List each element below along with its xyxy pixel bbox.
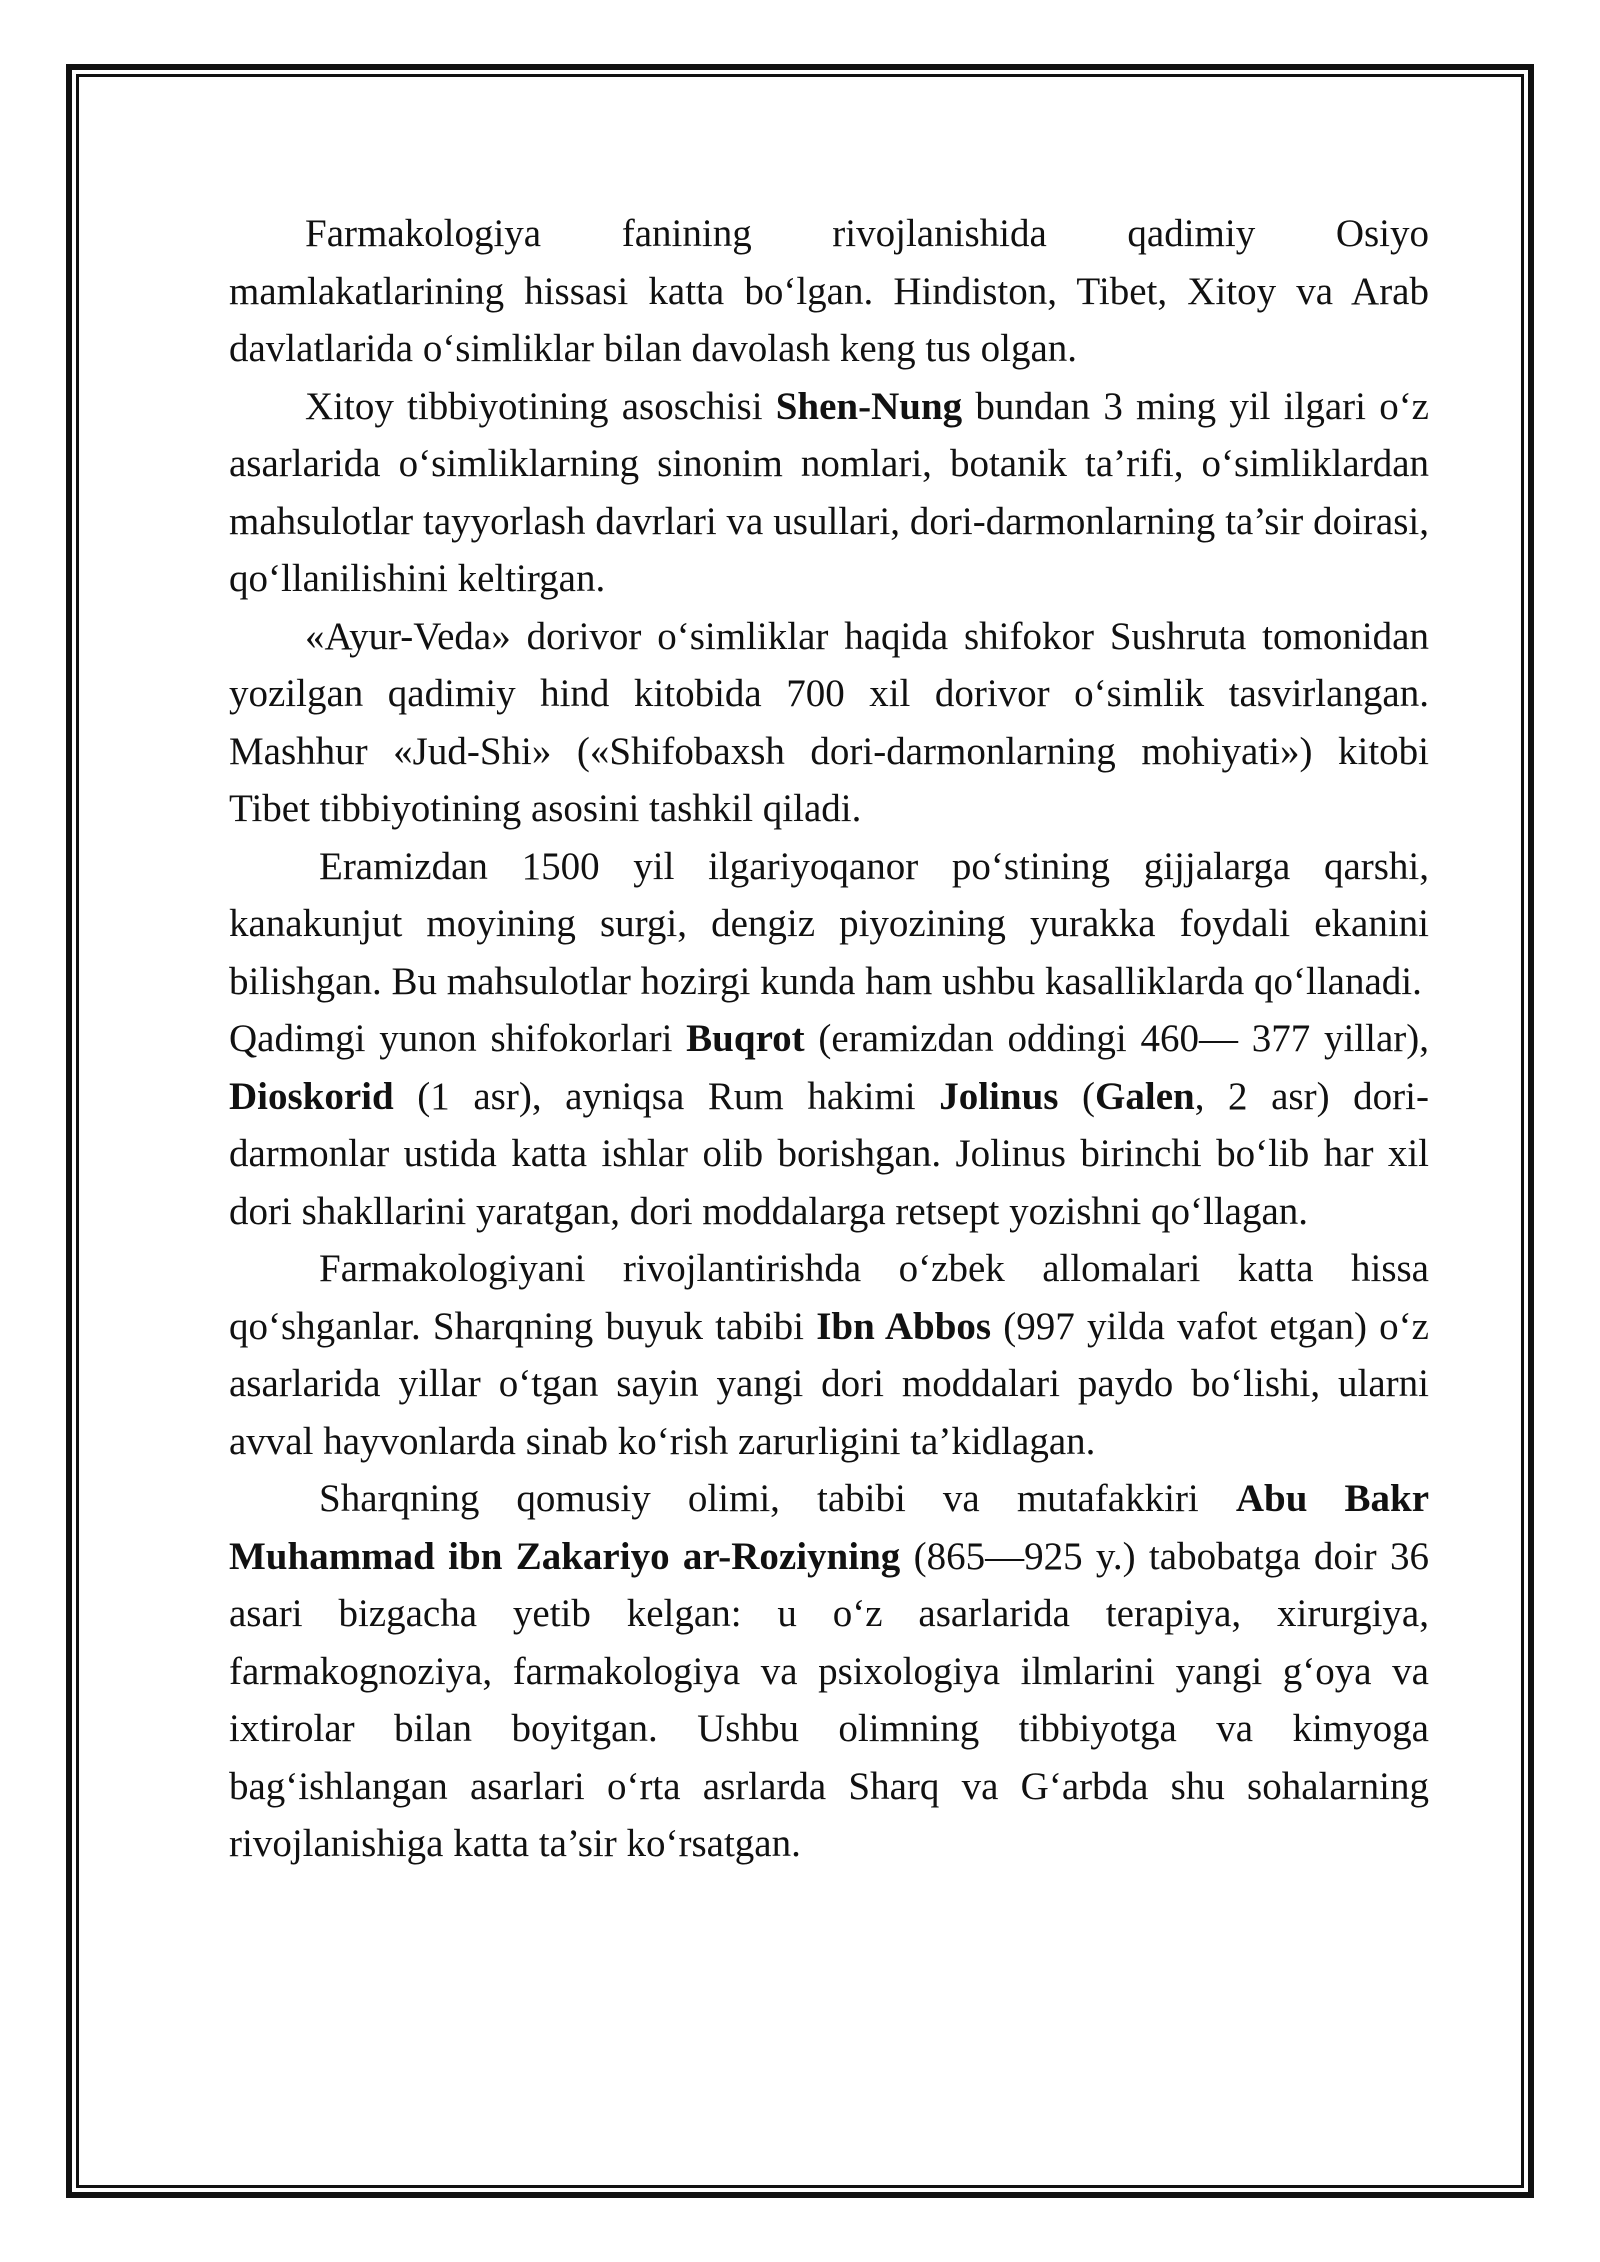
- name-dioskorid: Dioskorid: [229, 1074, 394, 1118]
- name-ibn-abbos: Ibn Abbos: [816, 1304, 992, 1348]
- name-shen-nung: Shen-Nung: [775, 384, 963, 428]
- name-galen: Galen: [1095, 1074, 1195, 1118]
- name-jolinus: Jolinus: [939, 1074, 1059, 1118]
- name-ar-roziy: Abu Bakr Muhammad ibn Zakariyo ar-Roziyning: [229, 1477, 1430, 1578]
- paragraph-5-text-4: (: [1058, 1074, 1096, 1118]
- paragraph-2-text-before: Xitoy tibbiyotining asoschisi: [305, 384, 776, 428]
- paragraph-5-text-5: , 2 asr) dori-darmonlar ustida katta ishlar olib borishgan. Jolinus birinchi bo‘lib har xil dori shakllarini yaratgan, dori moddalarga retsept yozishni qo‘llagan.: [229, 1074, 1429, 1233]
- paragraph-5-text-1: Qadimgi yunon shifokorlari: [229, 1017, 687, 1060]
- document-body: [229, 205, 1429, 1873]
- paragraph-7-text-after: (865—925 y.) tabobatga doir 36 asari bizgacha yetib kelgan: u o‘z asarlarida terapiya, xirurgiya, farmakognoziya, farmakologiya va psixologiya ilmlarini yangi g‘oya va ixtirolar bilan boyitgan. Ushbu olimning tibbiyotga va kimyoga bag‘ishlangan asarlari o‘rta asrlarda Sharq va G‘arbda shu sohalarning rivojlanishiga katta ta’sir ko‘rsatgan.: [229, 1534, 1429, 1865]
- paragraph-2-text-after: bundan 3 ming yil ilgari o‘z asarlarida o‘simliklarning sinonim nomlari, botanik ta’rifi, o‘simliklardan mahsulotlar tayyorlash davrlari va usullari, dori-darmonlarning ta’sir doirasi, qo‘llanilishini keltirgan.: [229, 384, 1429, 600]
- paragraph-6-text-before: Farmakologiyani rivojlantirishda o‘zbek allomalari katta hissa qo‘shganlar. Sharqning buyuk tabibi: [229, 1247, 1429, 1348]
- paragraph-6: [229, 1240, 1429, 1470]
- name-buqrot: Buqrot: [686, 1017, 805, 1060]
- paragraph-5: [229, 1010, 1429, 1240]
- paragraph-4: Eramizdan 1500 yil ilgariyoqanor po‘stining gijjalarga qarshi, kanakunjut moyining surgi, dengiz piyozining yurakka foydali ekanini bilishgan. Bu mahsulotlar hozirgi kunda ham ushbu kasalliklarda qo‘llanadi.: [229, 844, 1429, 1003]
- paragraph-2: [229, 378, 1429, 608]
- paragraph-5-text-3: (1 asr), ayniqsa Rum hakimi: [393, 1074, 940, 1118]
- paragraph-7: [229, 1470, 1429, 1873]
- paragraph-5-text-2: (eramizdan oddingi 460— 377 yillar),: [804, 1017, 1429, 1060]
- paragraph-1: Farmakologiya fanining rivojlanishida qadimiy Osiyo mamlakatlarining hissasi katta bo‘lgan. Hindiston, Tibet, Xitoy va Arab davlatlarida o‘simliklar bilan davolash keng tus olgan.: [229, 212, 1429, 370]
- paragraph-7-text-before: Sharqning qomusiy olimi, tabibi va mutafakkiri: [319, 1477, 1236, 1520]
- paragraph-3: «Ayur-Veda» dorivor o‘simliklar haqida shifokor Sushruta tomonidan yozilgan qadimiy hind kitobida 700 xil dorivor o‘simlik tasvirlangan. Mashhur «Jud-Shi» («Shifobaxsh dori-darmonlarning mohiyati») kitobi Tibet tibbiyotining asosini tashkil qiladi.: [229, 614, 1429, 830]
- paragraph-6-text-after: (997 yilda vafot etgan) o‘z asarlarida yillar o‘tgan sayin yangi dori moddalari paydo bo‘lishi, ularni avval hayvonlarda sinab ko‘rish zarurligini ta’kidlagan.: [229, 1304, 1429, 1463]
